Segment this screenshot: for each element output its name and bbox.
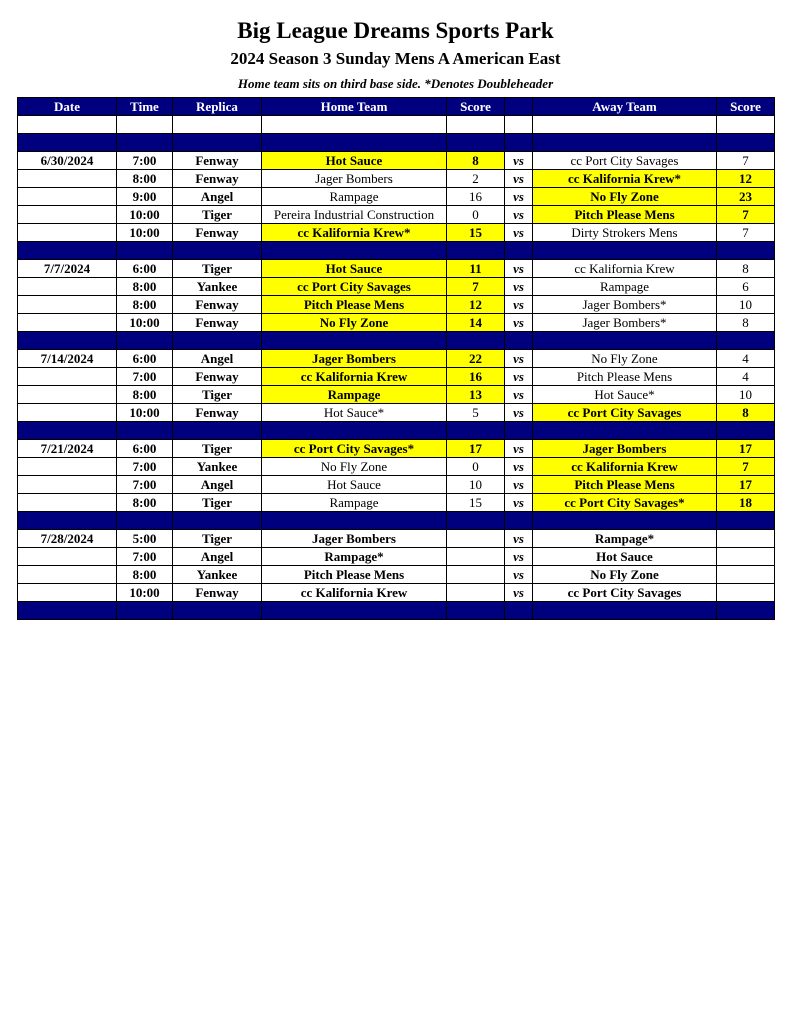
week-separator bbox=[18, 422, 775, 440]
col-home-score: Score bbox=[447, 98, 505, 116]
game-date bbox=[18, 314, 117, 332]
col-date: Date bbox=[18, 98, 117, 116]
empty-cell bbox=[173, 512, 262, 530]
home-team: Hot Sauce bbox=[262, 152, 447, 170]
game-row bbox=[18, 404, 775, 422]
game-time: 9:00 bbox=[117, 188, 173, 206]
home-team: Pitch Please Mens bbox=[262, 566, 447, 584]
game-replica: Yankee bbox=[173, 566, 262, 584]
game-time: 7:00 bbox=[117, 152, 173, 170]
away-score: 18 bbox=[717, 494, 775, 512]
home-team: Rampage bbox=[262, 494, 447, 512]
empty-cell bbox=[117, 422, 173, 440]
empty-cell bbox=[173, 332, 262, 350]
empty-cell bbox=[117, 116, 173, 134]
game-row bbox=[18, 170, 775, 188]
game-date bbox=[18, 404, 117, 422]
empty-cell bbox=[447, 134, 505, 152]
game-row bbox=[18, 386, 775, 404]
home-team: Jager Bombers bbox=[262, 530, 447, 548]
week-separator bbox=[18, 242, 775, 260]
game-row bbox=[18, 476, 775, 494]
home-score: 15 bbox=[447, 224, 505, 242]
game-date bbox=[18, 494, 117, 512]
empty-cell bbox=[533, 242, 717, 260]
vs-label: vs bbox=[505, 368, 533, 386]
away-score: 7 bbox=[717, 458, 775, 476]
vs-label: vs bbox=[505, 476, 533, 494]
away-score: 7 bbox=[717, 152, 775, 170]
game-date bbox=[18, 188, 117, 206]
game-date bbox=[18, 206, 117, 224]
game-row bbox=[18, 548, 775, 566]
game-row bbox=[18, 458, 775, 476]
empty-cell bbox=[505, 134, 533, 152]
empty-cell bbox=[447, 512, 505, 530]
game-row bbox=[18, 224, 775, 242]
game-time: 5:00 bbox=[117, 530, 173, 548]
game-row bbox=[18, 350, 775, 368]
empty-cell bbox=[262, 134, 447, 152]
game-row bbox=[18, 188, 775, 206]
empty-cell bbox=[533, 422, 717, 440]
game-row bbox=[18, 530, 775, 548]
home-team: Rampage bbox=[262, 386, 447, 404]
game-time: 7:00 bbox=[117, 368, 173, 386]
vs-label: vs bbox=[505, 296, 533, 314]
home-score: 13 bbox=[447, 386, 505, 404]
col-home-team: Home Team bbox=[262, 98, 447, 116]
empty-cell bbox=[117, 134, 173, 152]
vs-label: vs bbox=[505, 278, 533, 296]
game-time: 8:00 bbox=[117, 170, 173, 188]
empty-cell bbox=[117, 512, 173, 530]
vs-label: vs bbox=[505, 458, 533, 476]
empty-cell bbox=[173, 242, 262, 260]
game-time: 8:00 bbox=[117, 386, 173, 404]
empty-cell bbox=[505, 422, 533, 440]
game-date bbox=[18, 476, 117, 494]
game-time: 7:00 bbox=[117, 458, 173, 476]
away-team: Pitch Please Mens bbox=[533, 368, 717, 386]
schedule-table bbox=[17, 97, 775, 620]
game-replica: Angel bbox=[173, 476, 262, 494]
game-time: 6:00 bbox=[117, 440, 173, 458]
game-replica: Tiger bbox=[173, 494, 262, 512]
empty-cell bbox=[533, 134, 717, 152]
away-team: Pitch Please Mens bbox=[533, 206, 717, 224]
game-replica: Fenway bbox=[173, 170, 262, 188]
away-team: Hot Sauce* bbox=[533, 386, 717, 404]
empty-cell bbox=[717, 512, 775, 530]
game-replica: Fenway bbox=[173, 152, 262, 170]
away-team: cc Port City Savages bbox=[533, 404, 717, 422]
empty-cell bbox=[18, 242, 117, 260]
away-score bbox=[717, 584, 775, 602]
vs-label: vs bbox=[505, 260, 533, 278]
game-row bbox=[18, 278, 775, 296]
game-date bbox=[18, 458, 117, 476]
week-separator bbox=[18, 332, 775, 350]
game-date: 7/21/2024 bbox=[18, 440, 117, 458]
game-date bbox=[18, 224, 117, 242]
away-team: cc Port City Savages bbox=[533, 584, 717, 602]
home-score: 14 bbox=[447, 314, 505, 332]
vs-label: vs bbox=[505, 566, 533, 584]
empty-cell bbox=[533, 602, 717, 620]
home-team: Jager Bombers bbox=[262, 350, 447, 368]
home-team: No Fly Zone bbox=[262, 314, 447, 332]
vs-label: vs bbox=[505, 350, 533, 368]
home-team: Hot Sauce bbox=[262, 260, 447, 278]
away-score bbox=[717, 530, 775, 548]
away-score: 8 bbox=[717, 404, 775, 422]
game-time: 7:00 bbox=[117, 548, 173, 566]
page-title: Big League Dreams Sports Park bbox=[237, 18, 554, 43]
home-team: cc Port City Savages bbox=[262, 278, 447, 296]
home-team: cc Port City Savages* bbox=[262, 440, 447, 458]
home-score: 17 bbox=[447, 440, 505, 458]
game-time: 8:00 bbox=[117, 566, 173, 584]
empty-cell bbox=[505, 116, 533, 134]
away-team: Jager Bombers* bbox=[533, 314, 717, 332]
game-row bbox=[18, 584, 775, 602]
away-team: cc Kalifornia Krew bbox=[533, 458, 717, 476]
empty-cell bbox=[173, 422, 262, 440]
vs-label: vs bbox=[505, 386, 533, 404]
schedule-body bbox=[18, 116, 775, 620]
game-date bbox=[18, 368, 117, 386]
vs-label: vs bbox=[505, 314, 533, 332]
empty-cell bbox=[533, 332, 717, 350]
game-time: 10:00 bbox=[117, 224, 173, 242]
game-replica: Angel bbox=[173, 188, 262, 206]
empty-cell bbox=[173, 602, 262, 620]
vs-label: vs bbox=[505, 152, 533, 170]
empty-cell bbox=[262, 512, 447, 530]
home-score: 8 bbox=[447, 152, 505, 170]
empty-cell bbox=[18, 332, 117, 350]
home-team: Pereira Industrial Construction bbox=[262, 206, 447, 224]
away-score bbox=[717, 548, 775, 566]
game-date: 7/14/2024 bbox=[18, 350, 117, 368]
empty-cell bbox=[117, 602, 173, 620]
game-replica: Tiger bbox=[173, 206, 262, 224]
game-replica: Tiger bbox=[173, 440, 262, 458]
away-score: 10 bbox=[717, 386, 775, 404]
game-replica: Tiger bbox=[173, 530, 262, 548]
blank-row bbox=[18, 116, 775, 134]
empty-cell bbox=[262, 116, 447, 134]
empty-cell bbox=[717, 422, 775, 440]
week-separator bbox=[18, 512, 775, 530]
col-time: Time bbox=[117, 98, 173, 116]
home-score: 10 bbox=[447, 476, 505, 494]
empty-cell bbox=[447, 242, 505, 260]
game-time: 6:00 bbox=[117, 260, 173, 278]
game-date bbox=[18, 278, 117, 296]
away-score: 23 bbox=[717, 188, 775, 206]
game-date bbox=[18, 566, 117, 584]
away-team: Pitch Please Mens bbox=[533, 476, 717, 494]
away-score: 17 bbox=[717, 476, 775, 494]
home-score: 0 bbox=[447, 458, 505, 476]
game-replica: Fenway bbox=[173, 404, 262, 422]
away-team: Rampage* bbox=[533, 530, 717, 548]
home-score: 16 bbox=[447, 188, 505, 206]
home-team: Hot Sauce bbox=[262, 476, 447, 494]
empty-cell bbox=[447, 422, 505, 440]
away-score: 7 bbox=[717, 206, 775, 224]
game-replica: Yankee bbox=[173, 458, 262, 476]
week-separator bbox=[18, 134, 775, 152]
away-team: cc Kalifornia Krew bbox=[533, 260, 717, 278]
empty-cell bbox=[505, 602, 533, 620]
vs-label: vs bbox=[505, 404, 533, 422]
home-team: Rampage* bbox=[262, 548, 447, 566]
game-time: 10:00 bbox=[117, 314, 173, 332]
empty-cell bbox=[447, 602, 505, 620]
home-score bbox=[447, 548, 505, 566]
home-team: cc Kalifornia Krew bbox=[262, 368, 447, 386]
empty-cell bbox=[262, 422, 447, 440]
vs-label: vs bbox=[505, 494, 533, 512]
game-time: 10:00 bbox=[117, 584, 173, 602]
game-replica: Angel bbox=[173, 350, 262, 368]
home-score: 11 bbox=[447, 260, 505, 278]
empty-cell bbox=[717, 332, 775, 350]
away-team: No Fly Zone bbox=[533, 188, 717, 206]
game-replica: Fenway bbox=[173, 584, 262, 602]
page-note: Home team sits on third base side. *Denotes Doubleheader bbox=[237, 76, 554, 91]
game-row bbox=[18, 296, 775, 314]
away-team: Jager Bombers* bbox=[533, 296, 717, 314]
vs-label: vs bbox=[505, 188, 533, 206]
empty-cell bbox=[18, 134, 117, 152]
empty-cell bbox=[505, 332, 533, 350]
game-date bbox=[18, 386, 117, 404]
vs-label: vs bbox=[505, 206, 533, 224]
away-team: Rampage bbox=[533, 278, 717, 296]
game-time: 8:00 bbox=[117, 296, 173, 314]
empty-cell bbox=[262, 242, 447, 260]
home-score: 16 bbox=[447, 368, 505, 386]
game-row bbox=[18, 206, 775, 224]
home-score: 22 bbox=[447, 350, 505, 368]
game-time: 10:00 bbox=[117, 206, 173, 224]
game-replica: Fenway bbox=[173, 368, 262, 386]
game-time: 10:00 bbox=[117, 404, 173, 422]
empty-cell bbox=[262, 602, 447, 620]
empty-cell bbox=[117, 242, 173, 260]
home-team: No Fly Zone bbox=[262, 458, 447, 476]
game-time: 6:00 bbox=[117, 350, 173, 368]
game-time: 8:00 bbox=[117, 494, 173, 512]
game-replica: Yankee bbox=[173, 278, 262, 296]
away-team: Hot Sauce bbox=[533, 548, 717, 566]
away-score: 12 bbox=[717, 170, 775, 188]
empty-cell bbox=[18, 602, 117, 620]
game-date bbox=[18, 170, 117, 188]
away-team: Jager Bombers bbox=[533, 440, 717, 458]
vs-label: vs bbox=[505, 224, 533, 242]
away-team: No Fly Zone bbox=[533, 566, 717, 584]
page-subtitle: 2024 Season 3 Sunday Mens A American East bbox=[230, 49, 561, 68]
away-score: 7 bbox=[717, 224, 775, 242]
home-score: 15 bbox=[447, 494, 505, 512]
col-away-team: Away Team bbox=[533, 98, 717, 116]
game-row bbox=[18, 566, 775, 584]
game-row bbox=[18, 260, 775, 278]
header-row bbox=[18, 98, 775, 116]
game-date bbox=[18, 548, 117, 566]
game-row bbox=[18, 440, 775, 458]
home-team: Pitch Please Mens bbox=[262, 296, 447, 314]
home-score bbox=[447, 584, 505, 602]
empty-cell bbox=[18, 422, 117, 440]
game-date bbox=[18, 584, 117, 602]
empty-cell bbox=[717, 134, 775, 152]
game-date bbox=[18, 296, 117, 314]
game-replica: Fenway bbox=[173, 314, 262, 332]
away-score: 8 bbox=[717, 314, 775, 332]
home-score bbox=[447, 566, 505, 584]
vs-label: vs bbox=[505, 548, 533, 566]
game-row bbox=[18, 152, 775, 170]
empty-cell bbox=[533, 512, 717, 530]
game-date: 6/30/2024 bbox=[18, 152, 117, 170]
empty-cell bbox=[717, 242, 775, 260]
home-score bbox=[447, 530, 505, 548]
home-score: 5 bbox=[447, 404, 505, 422]
home-team: cc Kalifornia Krew bbox=[262, 584, 447, 602]
home-team: cc Kalifornia Krew* bbox=[262, 224, 447, 242]
empty-cell bbox=[447, 116, 505, 134]
vs-label: vs bbox=[505, 440, 533, 458]
empty-cell bbox=[447, 332, 505, 350]
home-team: Rampage bbox=[262, 188, 447, 206]
home-score: 2 bbox=[447, 170, 505, 188]
home-score: 12 bbox=[447, 296, 505, 314]
col-replica: Replica bbox=[173, 98, 262, 116]
empty-cell bbox=[18, 116, 117, 134]
empty-cell bbox=[18, 512, 117, 530]
game-row bbox=[18, 368, 775, 386]
away-score: 4 bbox=[717, 350, 775, 368]
col-vs bbox=[505, 98, 533, 116]
empty-cell bbox=[262, 332, 447, 350]
empty-cell bbox=[173, 116, 262, 134]
home-score: 0 bbox=[447, 206, 505, 224]
away-team: cc Port City Savages* bbox=[533, 494, 717, 512]
game-replica: Angel bbox=[173, 548, 262, 566]
game-replica: Fenway bbox=[173, 296, 262, 314]
game-replica: Tiger bbox=[173, 260, 262, 278]
away-team: cc Kalifornia Krew* bbox=[533, 170, 717, 188]
empty-cell bbox=[505, 512, 533, 530]
empty-cell bbox=[533, 116, 717, 134]
home-score: 7 bbox=[447, 278, 505, 296]
game-time: 8:00 bbox=[117, 278, 173, 296]
game-row bbox=[18, 494, 775, 512]
home-team: Jager Bombers bbox=[262, 170, 447, 188]
vs-label: vs bbox=[505, 170, 533, 188]
vs-label: vs bbox=[505, 530, 533, 548]
game-replica: Fenway bbox=[173, 224, 262, 242]
week-separator bbox=[18, 602, 775, 620]
away-score bbox=[717, 566, 775, 584]
empty-cell bbox=[717, 602, 775, 620]
game-replica: Tiger bbox=[173, 386, 262, 404]
empty-cell bbox=[117, 332, 173, 350]
away-team: cc Port City Savages bbox=[533, 152, 717, 170]
game-date: 7/28/2024 bbox=[18, 530, 117, 548]
away-team: No Fly Zone bbox=[533, 350, 717, 368]
away-score: 4 bbox=[717, 368, 775, 386]
game-date: 7/7/2024 bbox=[18, 260, 117, 278]
game-time: 7:00 bbox=[117, 476, 173, 494]
game-row bbox=[18, 314, 775, 332]
away-score: 8 bbox=[717, 260, 775, 278]
empty-cell bbox=[505, 242, 533, 260]
away-team: Dirty Strokers Mens bbox=[533, 224, 717, 242]
away-score: 6 bbox=[717, 278, 775, 296]
vs-label: vs bbox=[505, 584, 533, 602]
home-team: Hot Sauce* bbox=[262, 404, 447, 422]
away-score: 17 bbox=[717, 440, 775, 458]
away-score: 10 bbox=[717, 296, 775, 314]
empty-cell bbox=[173, 134, 262, 152]
empty-cell bbox=[717, 116, 775, 134]
col-away-score: Score bbox=[717, 98, 775, 116]
